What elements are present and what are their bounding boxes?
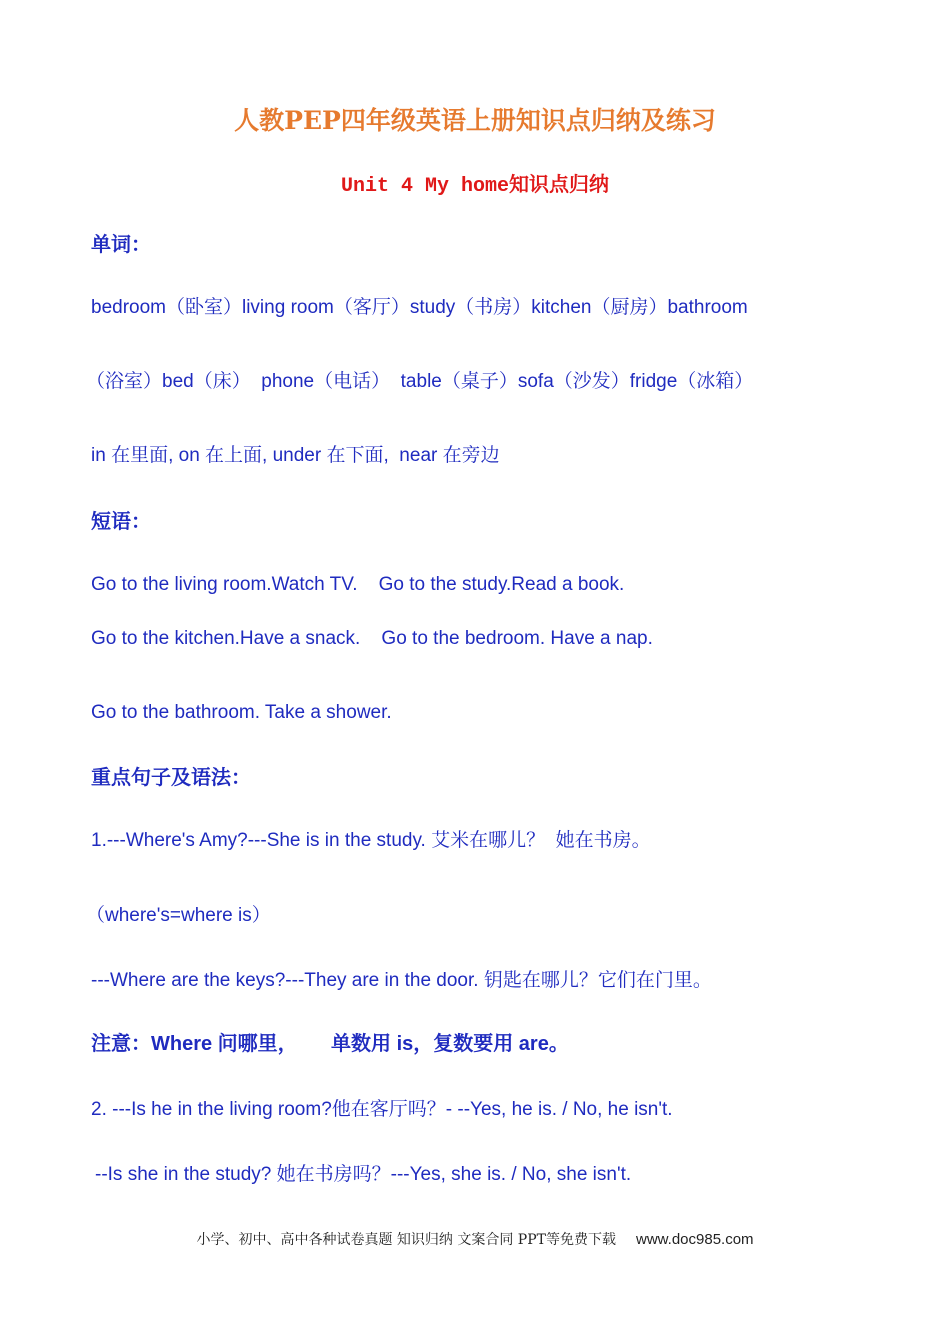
unit-subtitle-zh: 知识点归纳 xyxy=(509,174,610,196)
unit-subtitle-en: Unit 4 My home xyxy=(340,175,510,198)
phrase-heading: 短语： xyxy=(91,511,151,533)
document-title: 人教PEP四年级英语上册知识点归纳及练习 xyxy=(234,106,716,135)
footer-text: 小学、初中、高中各种试卷真题 知识归纳 文案合同 PPT等免费下载 xyxy=(196,1232,616,1248)
sentence-heading: 重点句子及语法： xyxy=(91,767,251,789)
sentence-line-5: --Is she in the study? 她在书房吗？---Yes, she is. / No, she isn't. xyxy=(95,1164,632,1185)
vocab-line-1: bedroom（卧室）living room（客厅）study（书房）kitchen（厨房）bathroom xyxy=(91,297,748,318)
footer-url[interactable]: www.doc985.com xyxy=(635,1231,754,1248)
sentence-line-4: 2. ---Is he in the living room?他在客厅吗？- --Yes, he is. / No, he isn't. xyxy=(91,1099,673,1120)
vocab-heading: 单词： xyxy=(91,234,151,256)
sentence-line-2: （where's=where is） xyxy=(86,905,271,926)
sentence-line-1: 1.---Where's Amy?---She is in the study. 艾米在哪儿？ 她在书房。 xyxy=(91,830,651,851)
phrase-line-3: Go to the bathroom. Take a shower. xyxy=(91,702,392,723)
phrase-line-1: Go to the living room.Watch TV. Go to the study.Read a book. xyxy=(91,574,625,595)
vocab-line-2: （浴室）bed（床） phone（电话） table（桌子）sofa（沙发）fridge（冰箱） xyxy=(86,371,754,392)
unit-subtitle xyxy=(0,168,950,198)
phrase-line-2: Go to the kitchen.Have a snack. Go to the bedroom. Have a nap. xyxy=(91,628,653,649)
page-footer xyxy=(0,1229,950,1249)
vocab-line-3: in 在里面, on 在上面, under 在下面, near 在旁边 xyxy=(91,445,500,466)
sentence-line-3: ---Where are the keys?---They are in the door. 钥匙在哪儿？它们在门里。 xyxy=(91,970,712,991)
note-line: 注意：Where 问哪里， 单数用 is，复数要用 are。 xyxy=(91,1033,569,1055)
